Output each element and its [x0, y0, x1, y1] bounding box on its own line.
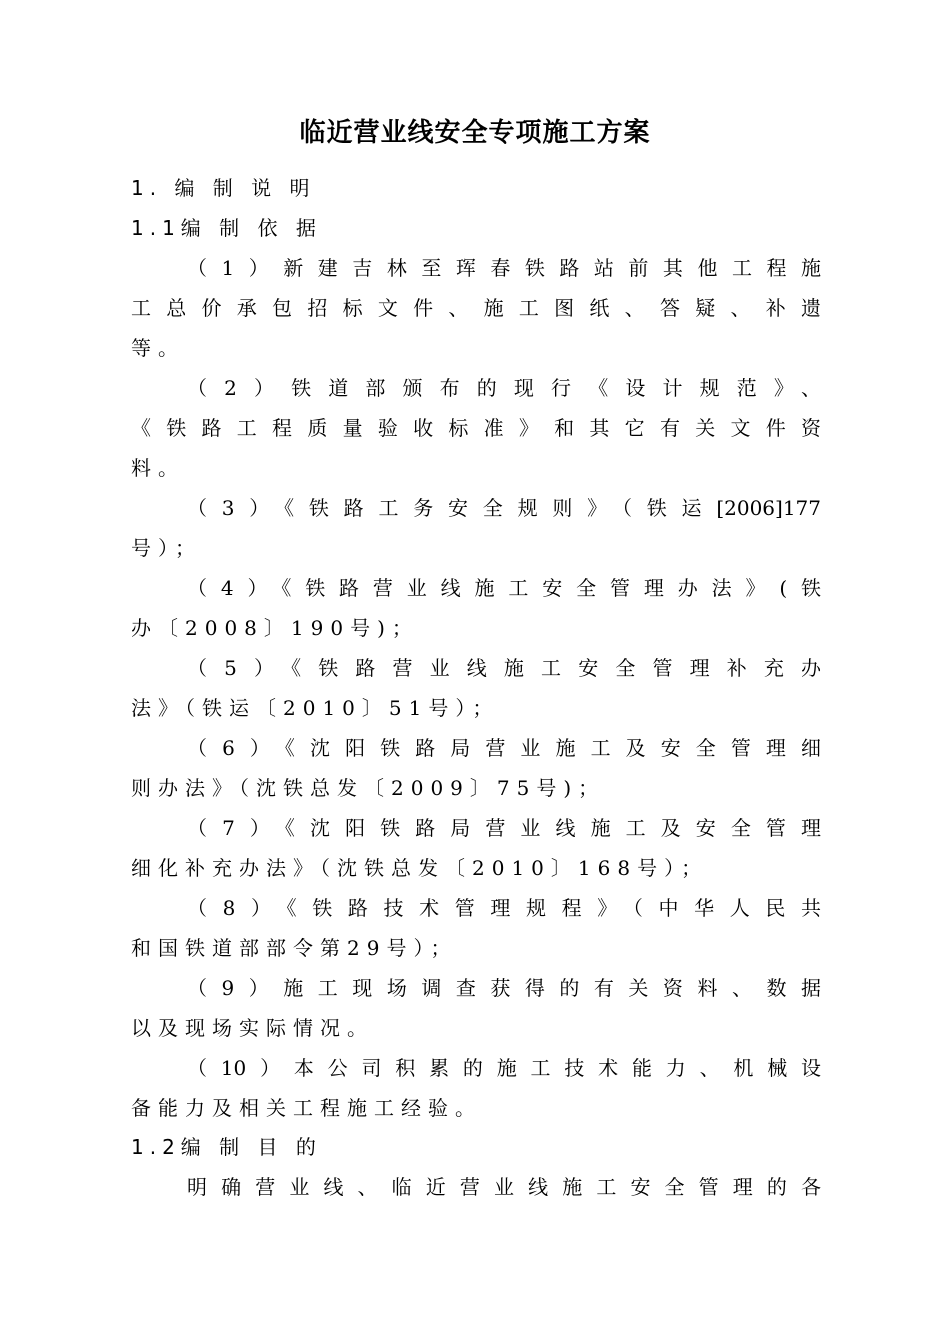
paragraph-line: 细化补充办法》（沈铁总发〔2010〕168号）；	[131, 856, 709, 880]
paragraph-line: 料。	[131, 456, 185, 480]
paragraph-line: 号）；	[131, 536, 202, 560]
paragraph-line: 和国铁道部部令第29号）；	[131, 936, 458, 960]
paragraph-line: （9）施工现场调查获得的有关资料、数据	[187, 976, 821, 1000]
section-heading-1: 1. 编 制 说 明	[131, 176, 316, 200]
paragraph-line: 等。	[131, 336, 185, 360]
paragraph-line: （6）《沈阳铁路局营业施工及安全管理细	[187, 736, 821, 760]
paragraph-line: 办〔2008〕190号)；	[131, 616, 419, 640]
section-heading-1-1: 1.1编 制 依 据	[131, 216, 322, 240]
paragraph-line: 工总价承包招标文件、施工图纸、答疑、补遗	[131, 296, 821, 320]
paragraph-line: 以及现场实际情况。	[131, 1016, 374, 1040]
paragraph-line: 明确营业线、临近营业线施工安全管理的各	[187, 1175, 821, 1199]
document-title: 临近营业线安全专项施工方案	[299, 118, 651, 148]
paragraph-line: （10）本公司积累的施工技术能力、机械设	[187, 1056, 821, 1080]
paragraph-line: （8）《铁路技术管理规程》（中华人民共	[187, 896, 821, 920]
section-heading-1-2: 1.2编 制 目 的	[131, 1135, 322, 1159]
paragraph-line: 《铁路工程质量验收标准》和其它有关文件资	[131, 416, 821, 440]
paragraph-line: 法》（铁运〔2010〕51号）；	[131, 696, 500, 720]
paragraph-line: （2）铁道部颁布的现行《设计规范》、	[187, 376, 821, 400]
paragraph-line: （3）《铁路工务安全规则》（铁运[2006]177	[187, 496, 821, 520]
paragraph-line: 则办法》（沈铁总发〔2009〕75号)；	[131, 776, 606, 800]
paragraph-line: （4）《铁路营业线施工安全管理办法》(铁	[187, 576, 821, 600]
paragraph-line: （7）《沈阳铁路局营业线施工及安全管理	[187, 816, 821, 840]
paragraph-line: （1）新建吉林至珲春铁路站前其他工程施	[187, 256, 821, 280]
paragraph-line: （5）《铁路营业线施工安全管理补充办	[187, 656, 821, 680]
paragraph-line: 备能力及相关工程施工经验。	[131, 1096, 482, 1120]
